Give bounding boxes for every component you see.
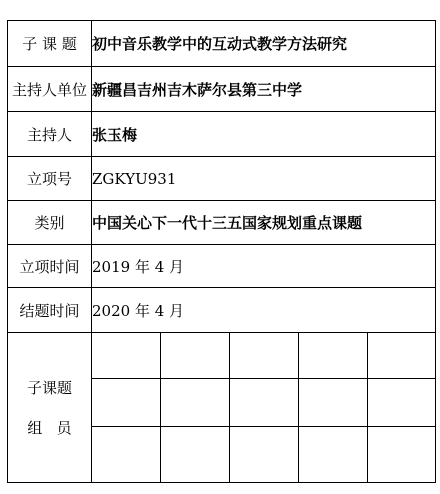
project-number-value: ZGKYU931 (92, 157, 436, 201)
row-project-number (8, 157, 436, 201)
end-date-label: 结题时间 (8, 288, 92, 333)
member-slot (299, 427, 368, 483)
host-label: 主持人 (8, 112, 92, 157)
row-category (8, 201, 436, 245)
subtopic-label: 子 课 题 (8, 21, 92, 67)
member-slot (368, 379, 436, 427)
row-host (8, 112, 436, 157)
member-slot (161, 427, 230, 483)
category-value: 中国关心下一代十三五国家规划重点课题 (92, 201, 436, 245)
row-host-unit (8, 67, 436, 112)
project-number-label: 立项号 (8, 157, 92, 201)
members-label-line2: 组 员 (27, 418, 72, 437)
subtopic-value: 初中音乐教学中的互动式教学方法研究 (92, 21, 436, 67)
start-date-value: 2019 年 4 月 (92, 245, 436, 288)
host-value: 张玉梅 (92, 112, 436, 157)
member-slot (92, 379, 161, 427)
member-slot (230, 379, 299, 427)
member-slot (299, 333, 368, 379)
row-start-date (8, 245, 436, 288)
host-unit-label: 主持人单位 (8, 67, 92, 112)
members-label (8, 333, 92, 483)
member-slot (161, 379, 230, 427)
row-end-date (8, 288, 436, 333)
host-unit-value: 新疆昌吉州吉木萨尔县第三中学 (92, 67, 436, 112)
project-info-table (7, 20, 436, 483)
member-slot (368, 427, 436, 483)
members-label-line1: 子课题 (26, 378, 72, 397)
member-slot (92, 333, 161, 379)
member-slot (92, 427, 161, 483)
end-date-value: 2020 年 4 月 (92, 288, 436, 333)
member-slot (230, 427, 299, 483)
category-label: 类别 (8, 201, 92, 245)
row-subtopic (8, 21, 436, 67)
row-members-1 (8, 333, 436, 379)
member-slot (299, 379, 368, 427)
member-slot (161, 333, 230, 379)
member-slot (230, 333, 299, 379)
member-slot (368, 333, 436, 379)
start-date-label: 立项时间 (8, 245, 92, 288)
